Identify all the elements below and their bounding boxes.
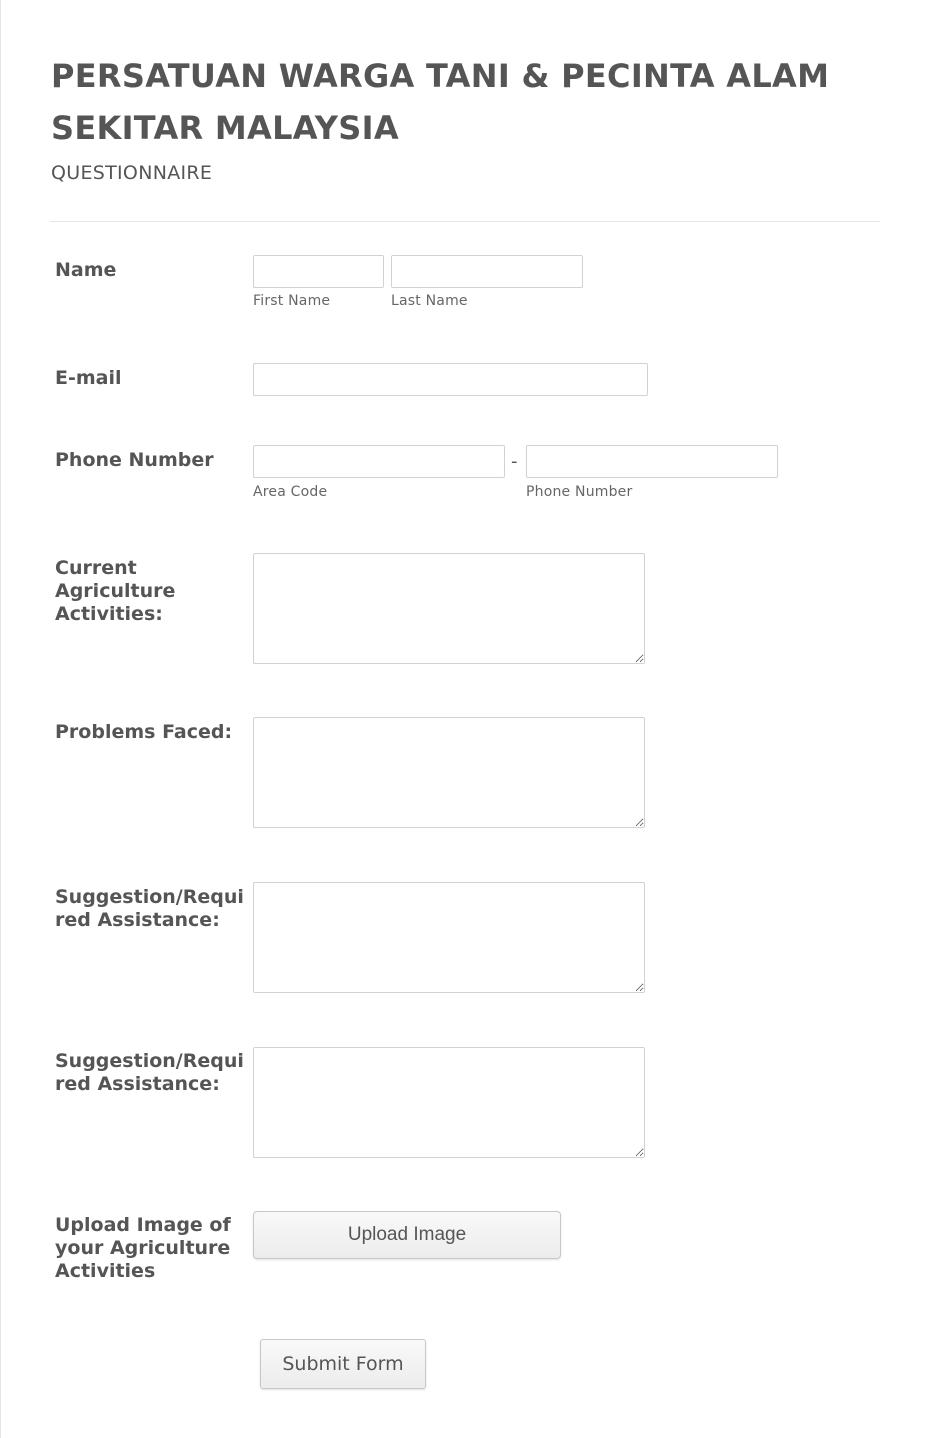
last-name-sublabel: Last Name [391, 293, 468, 309]
current-activities-textarea[interactable] [253, 553, 645, 664]
first-name-input[interactable] [253, 255, 384, 288]
suggestion-2-label: Suggestion/Required Assistance: [55, 1050, 244, 1095]
name-label: Name [55, 259, 117, 281]
problems-textarea[interactable] [253, 717, 645, 828]
current-activities-label: Current Agriculture Activities: [55, 557, 176, 625]
last-name-input[interactable] [391, 255, 583, 288]
upload-label: Upload Image of your Agriculture Activities [55, 1214, 231, 1282]
form-subtitle: QUESTIONNAIRE [51, 162, 213, 184]
email-label: E-mail [55, 367, 122, 389]
form-title: PERSATUAN WARGA TANI & PECINTA ALAM SEKITAR MALAYSIA [51, 57, 830, 147]
phone-separator: - [511, 451, 518, 472]
submit-button[interactable]: Submit Form [260, 1339, 426, 1389]
header-divider [50, 221, 880, 222]
suggestion-1-textarea[interactable] [253, 882, 645, 993]
page-edge [0, 0, 1, 1438]
email-input[interactable] [253, 363, 648, 396]
phone-number-sublabel: Phone Number [526, 484, 633, 500]
suggestion-1-label: Suggestion/Required Assistance: [55, 886, 244, 931]
problems-label: Problems Faced: [55, 721, 233, 743]
suggestion-2-textarea[interactable] [253, 1047, 645, 1158]
area-code-input[interactable] [253, 445, 505, 478]
upload-image-button[interactable]: Upload Image [253, 1211, 561, 1259]
phone-label: Phone Number [55, 449, 214, 471]
area-code-sublabel: Area Code [253, 484, 328, 500]
first-name-sublabel: First Name [253, 293, 331, 309]
phone-number-input[interactable] [526, 445, 778, 478]
